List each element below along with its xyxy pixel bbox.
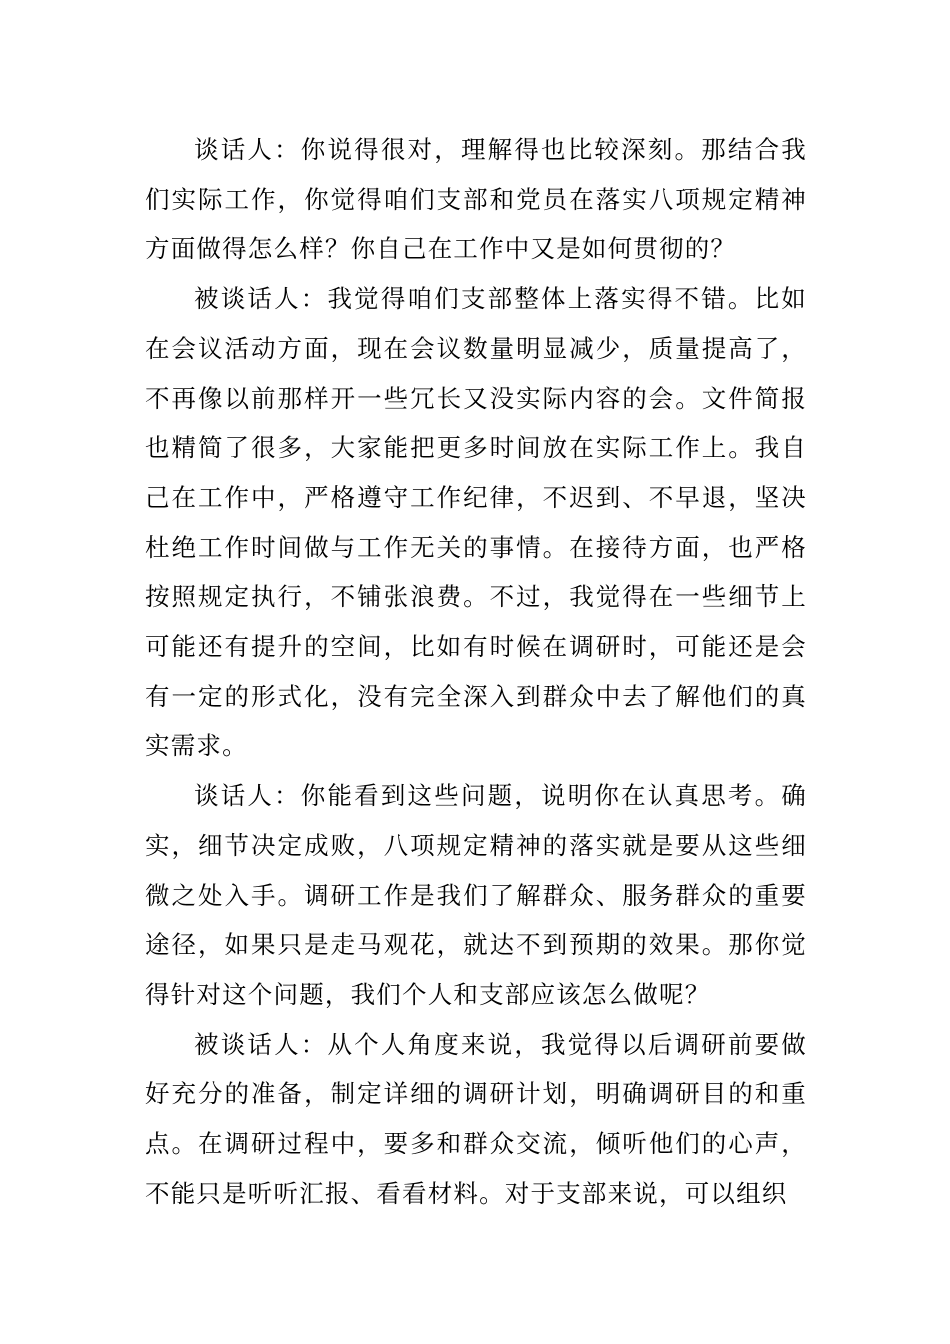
document-page: [145, 125, 807, 1218]
paragraph-interviewee-answer-2: 被谈话人：从个人角度来说，我觉得以后调研前要做好充分的准备，制定详细的调研计划，明确调研目的和重点。在调研过程中，要多和群众交流，倾听他们的心声，不能只是听听汇报、看看材料。对于支部来说，可以组织: [145, 1029, 807, 1208]
paragraph-interviewer-question-2: 谈话人：你能看到这些问题，说明你在认真思考。确实，细节决定成败，八项规定精神的落实就是要从这些细微之处入手。调研工作是我们了解群众、服务群众的重要途径，如果只是走马观花，就达不到预期的效果。那你觉得针对这个问题，我们个人和支部应该怎么做呢？: [145, 781, 807, 1009]
paragraph-interviewer-question-1: 谈话人：你说得很对，理解得也比较深刻。那结合我们实际工作，你觉得咱们支部和党员在落实八项规定精神方面做得怎么样？你自己在工作中又是如何贯彻的？: [145, 135, 807, 264]
paragraph-interviewee-answer-1: 被谈话人：我觉得咱们支部整体上落实得不错。比如在会议活动方面，现在会议数量明显减少，质量提高了，不再像以前那样开一些冗长又没实际内容的会。文件简报也精简了很多，大家能把更多时间放在实际工作上。我自己在工作中，严格遵守工作纪律，不迟到、不早退，坚决杜绝工作时间做与工作无关的事情。在接待方面，也严格按照规定执行，不铺张浪费。不过，我觉得在一些细节上可能还有提升的空间，比如有时候在调研时，可能还是会有一定的形式化，没有完全深入到群众中去了解他们的真实需求。: [145, 284, 807, 761]
